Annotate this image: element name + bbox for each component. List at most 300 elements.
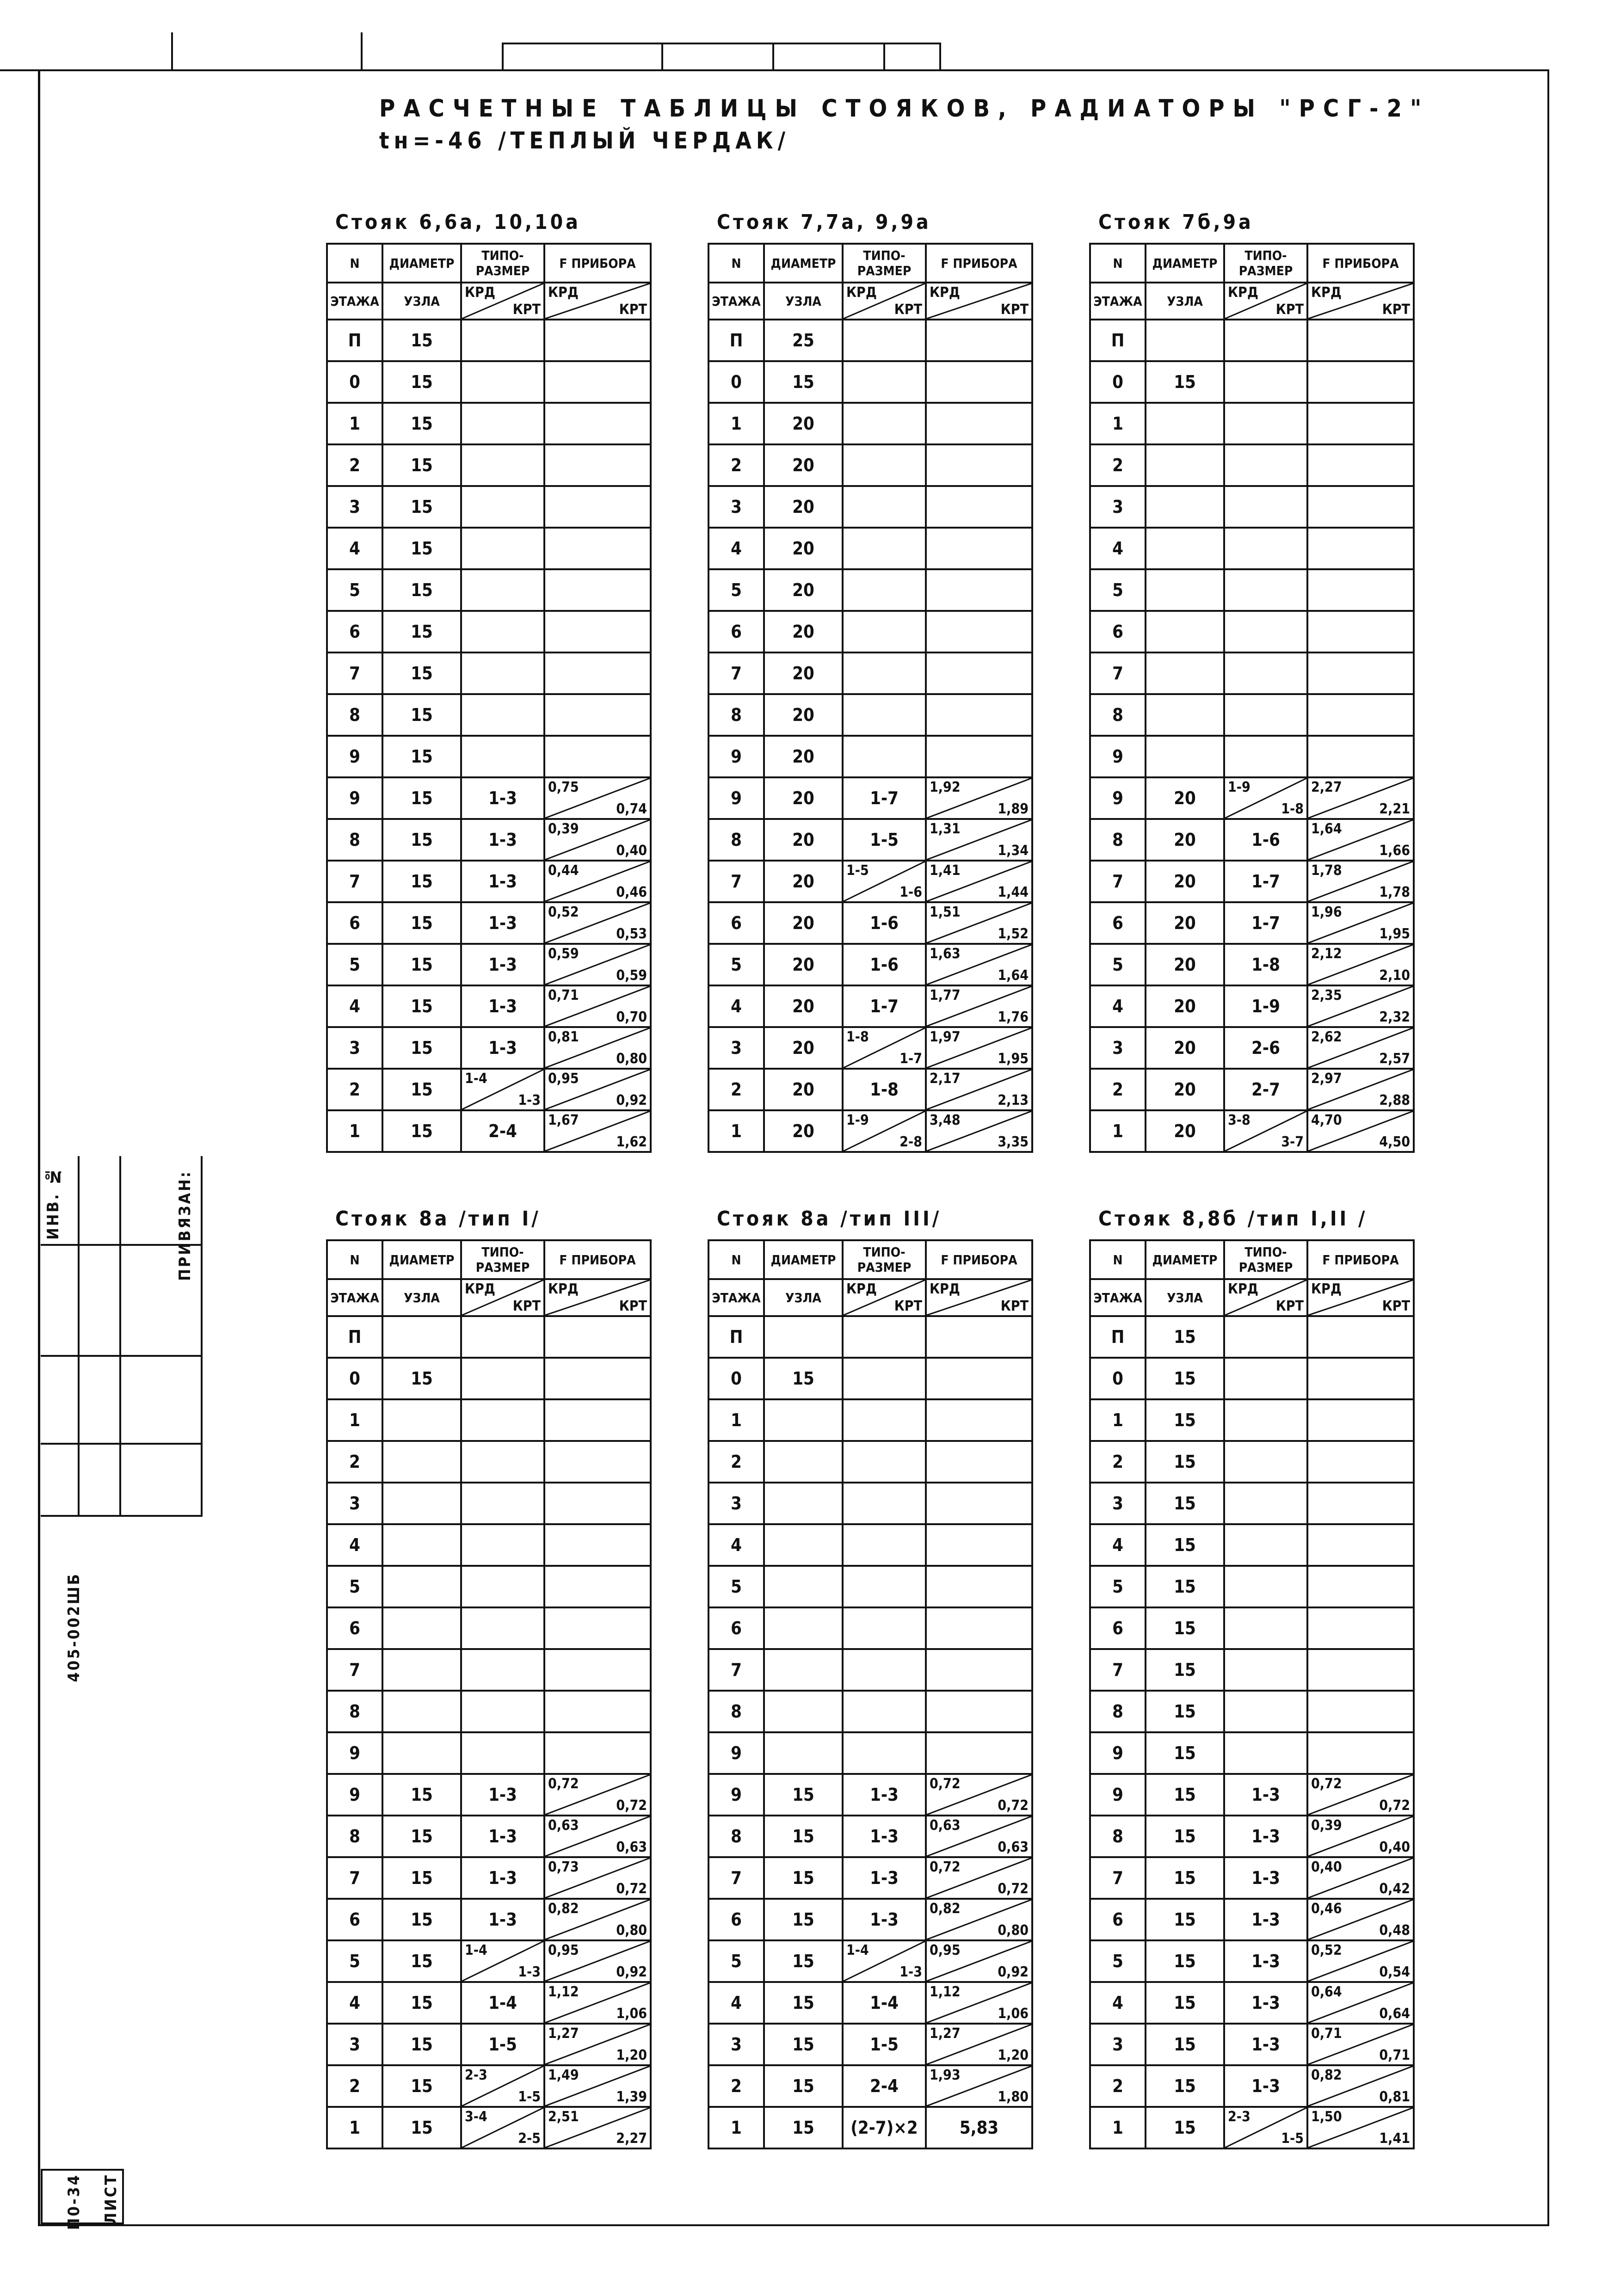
table-cell: 9 (1090, 777, 1146, 819)
table-row (708, 1607, 1032, 1649)
table-cell: 20 (764, 486, 843, 528)
split-lower-value: 0,63 (998, 1839, 1029, 1855)
side-num-label: П0-34 (65, 2173, 83, 2230)
riser-table (326, 1207, 652, 2149)
table-cell (544, 736, 651, 777)
table-row (708, 1110, 1032, 1152)
table-cell (544, 694, 651, 736)
table-row (708, 1399, 1032, 1441)
table-cell (1224, 1483, 1307, 1524)
table-cell (843, 1316, 926, 1358)
table-cell (1224, 1110, 1307, 1152)
table-row (708, 1441, 1032, 1483)
table-row (1090, 1816, 1414, 1857)
table-cell (1307, 1441, 1414, 1483)
table-cell (926, 1110, 1032, 1152)
table-cell: 15 (1146, 1483, 1224, 1524)
split-lower-value: 0,59 (616, 967, 647, 984)
table-cell (544, 1940, 651, 1982)
table-cell: 1-3 (1224, 2024, 1307, 2065)
table-cell: 15 (382, 736, 461, 777)
table-cell: 20 (764, 611, 843, 652)
split-upper-value: 0,72 (930, 1859, 961, 1875)
table-row (1090, 1358, 1414, 1399)
header-cell: ДИАМЕТР (382, 244, 461, 283)
table-cell: 8 (327, 819, 382, 861)
table-cell: 2-6 (1224, 1027, 1307, 1069)
table-row (327, 652, 651, 694)
table-cell (1224, 1649, 1307, 1691)
header-cell (461, 283, 544, 320)
header-cell: ТИПО- РАЗМЕР (1224, 244, 1307, 283)
table-cell (544, 1069, 651, 1110)
table-row (1090, 985, 1414, 1027)
table-cell (544, 2107, 651, 2148)
header-cell (544, 283, 651, 320)
table-cell: 20 (764, 861, 843, 902)
split-upper-value: КРД (846, 284, 877, 301)
table-cell: 15 (382, 985, 461, 1027)
table-cell: 1-3 (461, 777, 544, 819)
table-cell (544, 361, 651, 403)
table-row (708, 944, 1032, 985)
split-upper-value: 3,48 (930, 1112, 961, 1128)
split-lower-value: 0,92 (616, 1964, 647, 1980)
split-lower-value: 1,76 (998, 1009, 1029, 1025)
table-cell: 8 (1090, 694, 1146, 736)
riser-table-title: Стояк 8а /тип III/ (717, 1207, 942, 1231)
table-cell: 15 (764, 1857, 843, 1899)
table-cell (926, 985, 1032, 1027)
side-privyazan-label: ПРИВЯЗАН: (176, 1170, 194, 1281)
split-lower-value: 2,88 (1379, 1092, 1410, 1108)
table-cell: 20 (764, 1027, 843, 1069)
split-upper-value: 0,95 (548, 1942, 579, 1958)
split-upper-value: 2-3 (1228, 2109, 1251, 2125)
table-cell: 6 (1090, 1607, 1146, 1649)
table-cell: 1-3 (461, 861, 544, 902)
split-lower-value: КРТ (1382, 302, 1410, 318)
table-row (327, 1857, 651, 1899)
table-cell: 20 (1146, 861, 1224, 902)
table-cell: 6 (327, 1899, 382, 1940)
split-lower-value: 2,21 (1379, 801, 1410, 817)
table-cell (1307, 569, 1414, 611)
split-upper-value: 1-4 (846, 1942, 869, 1958)
table-cell: 1-6 (843, 944, 926, 985)
table-cell (544, 1732, 651, 1774)
table-row (708, 1358, 1032, 1399)
table-cell (544, 1027, 651, 1069)
table-cell (926, 1358, 1032, 1399)
split-lower-value: 1-7 (899, 1051, 922, 1067)
table-cell (1224, 403, 1307, 444)
table-cell (382, 1524, 461, 1566)
table-cell: 15 (1146, 1732, 1224, 1774)
stamp-div-3 (883, 43, 885, 69)
split-lower-value: КРТ (1382, 1298, 1410, 1314)
riser-grid (326, 243, 652, 1153)
split-upper-value: 1,31 (930, 821, 961, 837)
split-upper-value: 0,95 (930, 1942, 961, 1958)
frame-bottom-line (38, 2224, 1549, 2226)
table-cell: 4 (1090, 985, 1146, 1027)
split-upper-value: 0,63 (930, 1817, 961, 1834)
table-cell: 15 (382, 694, 461, 736)
table-cell (926, 861, 1032, 902)
table-cell: 15 (1146, 1691, 1224, 1732)
riser-grid (1089, 243, 1415, 1153)
frame-left-top-tick (0, 69, 38, 71)
table-row (327, 777, 651, 819)
table-row (1090, 1110, 1414, 1152)
table-row (327, 486, 651, 528)
header-cell: F ПРИБОРА (1307, 1240, 1414, 1279)
table-cell (1146, 736, 1224, 777)
table-cell: 7 (1090, 1649, 1146, 1691)
split-lower-value: 0,53 (616, 926, 647, 942)
table-cell: 15 (382, 1069, 461, 1110)
split-lower-value: 0,72 (998, 1797, 1029, 1814)
table-cell: 20 (764, 777, 843, 819)
table-cell (544, 777, 651, 819)
table-row (327, 1110, 651, 1152)
split-lower-value: КРТ (512, 1298, 541, 1314)
table-cell (461, 1483, 544, 1524)
table-cell (382, 1732, 461, 1774)
table-cell: 3 (327, 1483, 382, 1524)
table-cell (843, 1441, 926, 1483)
split-upper-value: КРД (1311, 1281, 1342, 1297)
table-cell (843, 1110, 926, 1152)
split-lower-value: 1,95 (1379, 926, 1410, 942)
table-row (327, 2024, 651, 2065)
split-lower-value: 1,20 (616, 2047, 647, 2063)
table-row (1090, 2065, 1414, 2107)
split-upper-value: КРД (548, 284, 579, 301)
table-row (1090, 444, 1414, 486)
table-cell (1146, 611, 1224, 652)
table-cell: 15 (1146, 1524, 1224, 1566)
header-cell (1307, 283, 1414, 320)
split-upper-value: КРД (846, 1281, 877, 1297)
table-cell: 9 (708, 736, 764, 777)
header-cell (926, 283, 1032, 320)
table-row (327, 1816, 651, 1857)
table-cell: 7 (327, 861, 382, 902)
table-cell: 5 (1090, 569, 1146, 611)
split-upper-value: 2,27 (1311, 779, 1342, 795)
page-subtitle: tн=-46 /ТЕПЛЫЙ ЧЕРДАК/ (379, 127, 790, 154)
table-cell: 6 (708, 611, 764, 652)
table-cell: 15 (1146, 1940, 1224, 1982)
split-upper-value: 1,77 (930, 987, 961, 1003)
header-cell: ДИАМЕТР (764, 1240, 843, 1279)
table-row (327, 1566, 651, 1607)
table-cell (764, 1524, 843, 1566)
table-cell (1146, 528, 1224, 569)
table-cell: 3 (1090, 486, 1146, 528)
table-cell: 15 (382, 944, 461, 985)
split-upper-value: 1-5 (846, 862, 869, 879)
table-cell (1307, 1982, 1414, 2024)
table-cell (544, 486, 651, 528)
table-cell: 1 (708, 1399, 764, 1441)
side-code-label: 405-002ШБ (65, 1572, 83, 1682)
table-cell: 1-4 (461, 1982, 544, 2024)
table-row (327, 611, 651, 652)
table-cell: 15 (764, 1358, 843, 1399)
table-cell: 1-3 (461, 902, 544, 944)
split-lower-value: 0,74 (616, 801, 647, 817)
table-cell (544, 569, 651, 611)
split-lower-value: 0,80 (998, 1922, 1029, 1939)
table-row (1090, 1483, 1414, 1524)
table-cell: 15 (1146, 1857, 1224, 1899)
header-cell: F ПРИБОРА (926, 1240, 1032, 1279)
table-cell (1307, 1607, 1414, 1649)
split-upper-value: 0,44 (548, 862, 579, 879)
table-cell (461, 1940, 544, 1982)
table-cell (461, 1524, 544, 1566)
table-row (327, 569, 651, 611)
table-cell: 20 (1146, 1110, 1224, 1152)
table-row (327, 1732, 651, 1774)
table-cell (1307, 652, 1414, 694)
table-cell (544, 1816, 651, 1857)
table-row (1090, 861, 1414, 902)
riser-table-title: Стояк 8,8б /тип I,II / (1098, 1207, 1368, 1231)
table-cell (843, 1649, 926, 1691)
split-upper-value: 0,81 (548, 1029, 579, 1045)
table-cell: 7 (327, 1857, 382, 1899)
table-cell (1307, 1857, 1414, 1899)
table-cell (1307, 1732, 1414, 1774)
table-cell (843, 611, 926, 652)
table-cell (544, 1524, 651, 1566)
table-cell (1224, 2107, 1307, 2148)
side-list-label: ЛИСТ (102, 2173, 120, 2225)
table-cell: 4 (708, 1524, 764, 1566)
header-cell: ЭТАЖА (327, 283, 382, 320)
table-cell: 1-3 (461, 1899, 544, 1940)
table-cell: 15 (382, 902, 461, 944)
table-cell (843, 694, 926, 736)
table-cell (1307, 1649, 1414, 1691)
table-cell: П (327, 1316, 382, 1358)
table-cell: 1-3 (461, 819, 544, 861)
riser-table-title: Стояк 6,6а, 10,10а (335, 210, 581, 234)
split-upper-value: 2,35 (1311, 987, 1342, 1003)
stamp-div-2 (772, 43, 774, 69)
split-lower-value: 1,44 (998, 884, 1029, 900)
table-cell (544, 944, 651, 985)
header-cell: УЗЛА (382, 1279, 461, 1316)
side-inv-label: ИНВ. № (44, 1165, 62, 1240)
table-row (1090, 777, 1414, 819)
table-cell: 15 (382, 1816, 461, 1857)
table-cell (461, 2107, 544, 2148)
table-row (708, 611, 1032, 652)
table-cell (843, 1732, 926, 1774)
table-cell: 15 (764, 2065, 843, 2107)
table-cell: 2 (708, 1069, 764, 1110)
table-cell: 3 (1090, 2024, 1146, 2065)
table-cell (926, 403, 1032, 444)
table-cell: 4 (708, 1982, 764, 2024)
table-cell: 15 (1146, 2107, 1224, 2148)
table-cell: 0 (327, 1358, 382, 1399)
table-cell: 15 (1146, 1774, 1224, 1816)
table-row (708, 569, 1032, 611)
split-lower-value: 0,81 (1379, 2089, 1410, 2105)
split-lower-value: 0,70 (616, 1009, 647, 1025)
table-cell: 2-7 (1224, 1069, 1307, 1110)
table-cell (544, 652, 651, 694)
split-lower-value: 1,62 (616, 1134, 647, 1150)
table-cell (1307, 444, 1414, 486)
riser-table-title: Стояк 7б,9а (1098, 210, 1254, 234)
table-cell (461, 1732, 544, 1774)
table-row (708, 1691, 1032, 1732)
header-cell (1307, 1279, 1414, 1316)
split-upper-value: 0,46 (1311, 1901, 1342, 1917)
table-cell: 1-5 (843, 819, 926, 861)
table-row (327, 1069, 651, 1110)
table-cell (461, 1607, 544, 1649)
split-upper-value: 0,64 (1311, 1984, 1342, 2000)
split-lower-value: 0,92 (616, 1092, 647, 1108)
table-row (327, 1649, 651, 1691)
header-cell: N (327, 1240, 382, 1279)
table-row (327, 1483, 651, 1524)
table-cell: П (1090, 320, 1146, 361)
split-lower-value: 0,72 (616, 1881, 647, 1897)
table-row (1090, 611, 1414, 652)
table-cell (1307, 944, 1414, 985)
table-row (327, 902, 651, 944)
table-cell (1224, 1399, 1307, 1441)
table-cell: 2 (327, 1069, 382, 1110)
table-row (708, 2065, 1032, 2107)
split-upper-value: 1,97 (930, 1029, 961, 1045)
table-row (327, 985, 651, 1027)
table-cell: 15 (382, 361, 461, 403)
table-cell (843, 486, 926, 528)
table-cell (1307, 528, 1414, 569)
table-cell (843, 1566, 926, 1607)
table-cell (926, 777, 1032, 819)
table-cell: 2 (327, 444, 382, 486)
table-cell (382, 1649, 461, 1691)
table-cell: 15 (382, 652, 461, 694)
table-cell (764, 1732, 843, 1774)
split-lower-value: 0,48 (1379, 1922, 1410, 1939)
header-cell: ЭТАЖА (708, 1279, 764, 1316)
split-upper-value: 0,82 (548, 1901, 579, 1917)
table-row (708, 1816, 1032, 1857)
split-lower-value: 1-3 (518, 1964, 541, 1980)
table-cell (461, 736, 544, 777)
split-lower-value: 0,42 (1379, 1881, 1410, 1897)
table-cell (544, 1110, 651, 1152)
table-cell: 2 (1090, 1441, 1146, 1483)
table-cell: 1 (327, 2107, 382, 2148)
table-row (1090, 694, 1414, 736)
table-cell (843, 1691, 926, 1732)
table-cell: 8 (708, 694, 764, 736)
table-cell (1146, 652, 1224, 694)
table-cell: 8 (1090, 1816, 1146, 1857)
split-lower-value: КРТ (1000, 302, 1029, 318)
split-lower-value: 1,39 (616, 2089, 647, 2105)
table-cell: 15 (1146, 1982, 1224, 2024)
table-row (708, 1524, 1032, 1566)
table-cell: 5 (708, 944, 764, 985)
table-row (1090, 2107, 1414, 2148)
table-cell: 20 (764, 1110, 843, 1152)
split-upper-value: 1,27 (548, 2025, 579, 2042)
table-cell: 15 (382, 1857, 461, 1899)
split-upper-value: 3-4 (465, 2109, 487, 2125)
table-cell (1224, 361, 1307, 403)
table-cell (544, 1607, 651, 1649)
table-row (708, 1732, 1032, 1774)
table-row (327, 1982, 651, 2024)
table-cell: 15 (764, 1816, 843, 1857)
split-upper-value: 0,73 (548, 1859, 579, 1875)
split-lower-value: 1,06 (998, 2006, 1029, 2022)
table-cell (1307, 486, 1414, 528)
table-cell (764, 1316, 843, 1358)
split-lower-value: 2,57 (1379, 1051, 1410, 1067)
table-cell (764, 1399, 843, 1441)
table-cell: 15 (1146, 1316, 1224, 1358)
table-cell: 6 (1090, 902, 1146, 944)
split-upper-value: КРД (465, 1281, 495, 1297)
table-cell: 1-3 (1224, 2065, 1307, 2107)
table-cell (1307, 1566, 1414, 1607)
table-cell (926, 444, 1032, 486)
split-lower-value: 1,95 (998, 1051, 1029, 1067)
header-cell: F ПРИБОРА (544, 1240, 651, 1279)
table-cell: 1-3 (843, 1899, 926, 1940)
table-row (708, 736, 1032, 777)
table-cell: 3 (708, 1483, 764, 1524)
split-lower-value: 2,27 (616, 2130, 647, 2147)
table-cell: 4 (327, 528, 382, 569)
table-cell (544, 1691, 651, 1732)
table-row (1090, 361, 1414, 403)
table-row (1090, 1027, 1414, 1069)
table-cell: 1 (327, 1110, 382, 1152)
table-cell: 0 (1090, 361, 1146, 403)
table-row (708, 1483, 1032, 1524)
riser-table-title: Стояк 7,7а, 9,9а (717, 210, 931, 234)
table-cell: 2-4 (461, 1110, 544, 1152)
table-cell: 0 (327, 361, 382, 403)
table-row (708, 2107, 1032, 2148)
split-upper-value: 0,59 (548, 946, 579, 962)
table-cell: 20 (764, 528, 843, 569)
table-cell (461, 569, 544, 611)
header-cell (461, 1279, 544, 1316)
table-cell: 8 (1090, 1691, 1146, 1732)
header-cell: ТИПО- РАЗМЕР (1224, 1240, 1307, 1279)
table-cell (1224, 1358, 1307, 1399)
split-lower-value: 1,20 (998, 2047, 1029, 2063)
riser-grid (326, 1239, 652, 2149)
